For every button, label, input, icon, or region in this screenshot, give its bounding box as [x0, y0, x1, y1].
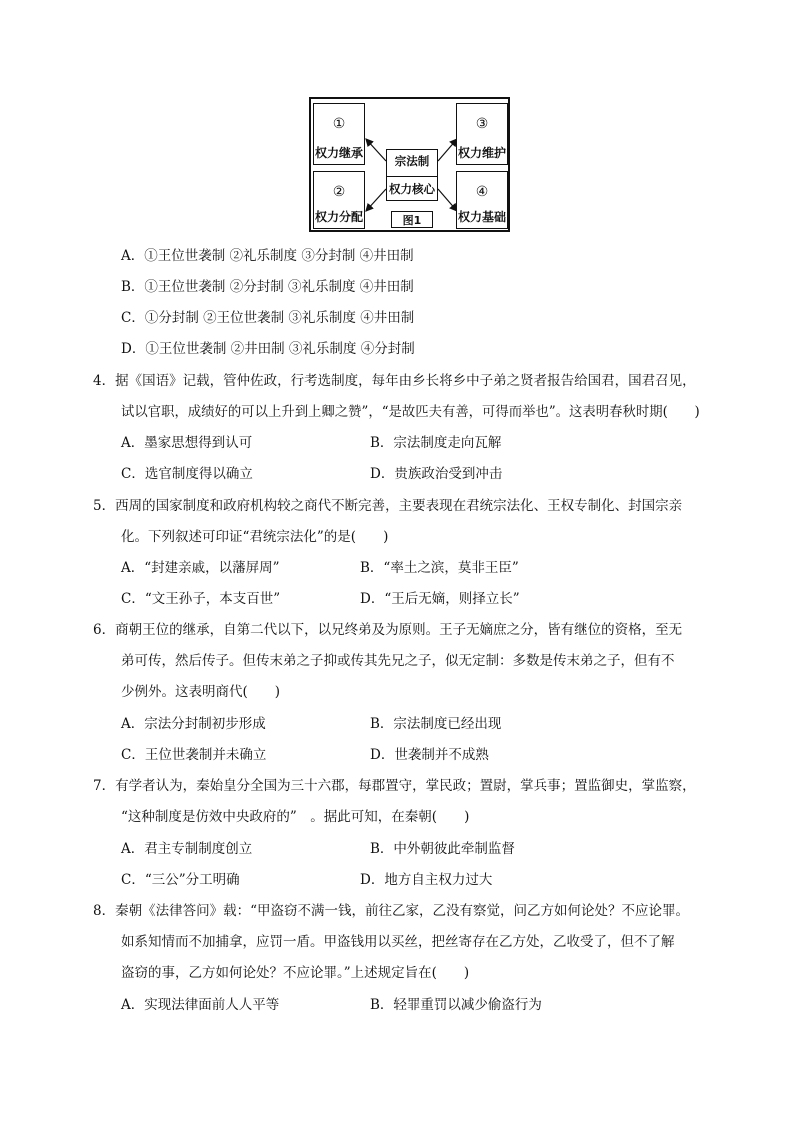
q8-stem-line-2: 如系知情而不加捕拿，应罚一盾。甲盗钱用以买丝，把丝寄存在乙方处，乙收受了，但不了解: [121, 934, 675, 950]
arrow-to-box-2: [366, 189, 386, 211]
q8-stem-line-1: 8．秦朝《法律答问》载：“甲盗窃不满一钱，前往乙家，乙没有察觉，问乙方如何论处？不应论罪。: [93, 903, 689, 919]
diagram-box-4: [456, 171, 508, 229]
box-label: 权力维护: [457, 146, 506, 160]
diagram-box-2: [313, 171, 365, 229]
diagram-center-box: [386, 149, 438, 201]
q3-option-b: B．①王位世袭制 ②分封制 ③礼乐制度 ④井田制: [121, 279, 414, 295]
q6-stem-line-1: 6．商朝王位的继承，自第二代以下，以兄终弟及为原则。王子无嫡庶之分，皆有继位的资格，至无: [93, 622, 683, 638]
q6-stem-line-2: 弟可传，然后传子。但传末弟之子抑或传其先兄之子，似无定制：多数是传末弟之子，但有不: [121, 653, 675, 669]
q5-option-d: D．“王后无嫡，则择立长”: [360, 591, 520, 607]
box-number: ②: [332, 184, 346, 200]
q4-option-d: D．贵族政治受到冲击: [370, 466, 503, 482]
box-number: ③: [475, 116, 489, 132]
q3-option-d: D．①王位世袭制 ②井田制 ③礼乐制度 ④分封制: [121, 341, 415, 357]
arrow-to-box-4: [438, 189, 457, 211]
q8-option-a: A．实现法律面前人人平等: [121, 997, 280, 1013]
arrow-to-box-3: [438, 139, 457, 161]
q6-stem-line-3: 少例外。这表明商代( ): [121, 684, 281, 700]
q6-option-d: D．世袭制并不成熟: [370, 747, 489, 763]
q4-stem-line-2: 试以官职，成绩好的可以上升到上卿之赞”，“是故匹夫有善，可得而举也”。这表明春秋时期( ): [121, 404, 700, 420]
box-number: ④: [475, 184, 489, 200]
q8-stem-line-3: 盗窃的事，乙方如何论处？不应论罪。”上述规定旨在( ): [121, 965, 470, 981]
q7-option-c: C．“三公”分工明确: [121, 872, 240, 888]
q5-stem-line-1: 5．西周的国家制度和政府机构较之商代不断完善，主要表现在君统宗法化、王权专制化、封国宗亲: [93, 498, 683, 514]
center-top-label: 宗法制: [394, 154, 430, 168]
q7-option-b: B．中外朝彼此牵制监督: [370, 841, 515, 857]
q6-option-c: C．王位世袭制并未确立: [121, 747, 267, 763]
box-label: 权力基础: [457, 210, 506, 224]
q7-stem-line-1: 7．有学者认为，秦始皇分全国为三十六郡，每郡置守，掌民政；置尉，掌兵事；置监御史，掌监察，: [93, 778, 696, 794]
power-structure-diagram: [309, 97, 510, 232]
q7-option-d: D．地方自主权力过大: [360, 872, 493, 888]
box-label: 权力继承: [314, 146, 363, 160]
q5-option-b: B．“率土之滨，莫非王臣”: [360, 560, 519, 576]
q7-stem-line-2: “这种制度是仿效中央政府的” 。据此可知，在秦朝( ): [121, 809, 470, 825]
q4-stem-line-1: 4．据《国语》记载，管仲佐政，行考选制度，每年由乡长将乡中子弟之贤者报告给国君，国君召见，: [93, 373, 696, 389]
figure-label: 图1: [391, 211, 433, 228]
diagram-box-3: [456, 103, 508, 165]
q5-stem-line-2: 化。下列叙述可印证“君统宗法化”的是( ): [121, 529, 389, 545]
diagram-box-1: [313, 103, 365, 165]
q4-option-c: C．选官制度得以确立: [121, 466, 253, 482]
q3-option-a: A．①王位世袭制 ②礼乐制度 ③分封制 ④井田制: [121, 248, 414, 264]
arrow-to-box-1: [366, 139, 386, 161]
q4-option-b: B．宗法制度走向瓦解: [370, 435, 502, 451]
q6-option-b: B．宗法制度已经出现: [370, 716, 502, 732]
q4-option-a: A．墨家思想得到认可: [121, 435, 253, 451]
center-bottom-label: 权力核心: [387, 176, 437, 201]
q3-option-c: C．①分封制 ②王位世袭制 ③礼乐制度 ④井田制: [121, 310, 415, 326]
box-number: ①: [332, 116, 346, 132]
q5-option-a: A．“封建亲戚，以藩屏周”: [121, 560, 280, 576]
q8-option-b: B．轻罪重罚以减少偷盗行为: [370, 997, 542, 1013]
q6-option-a: A．宗法分封制初步形成: [121, 716, 266, 732]
q7-option-a: A．君主专制制度创立: [121, 841, 253, 857]
q5-option-c: C．“文王孙子，本支百世”: [121, 591, 281, 607]
box-label: 权力分配: [314, 210, 363, 224]
